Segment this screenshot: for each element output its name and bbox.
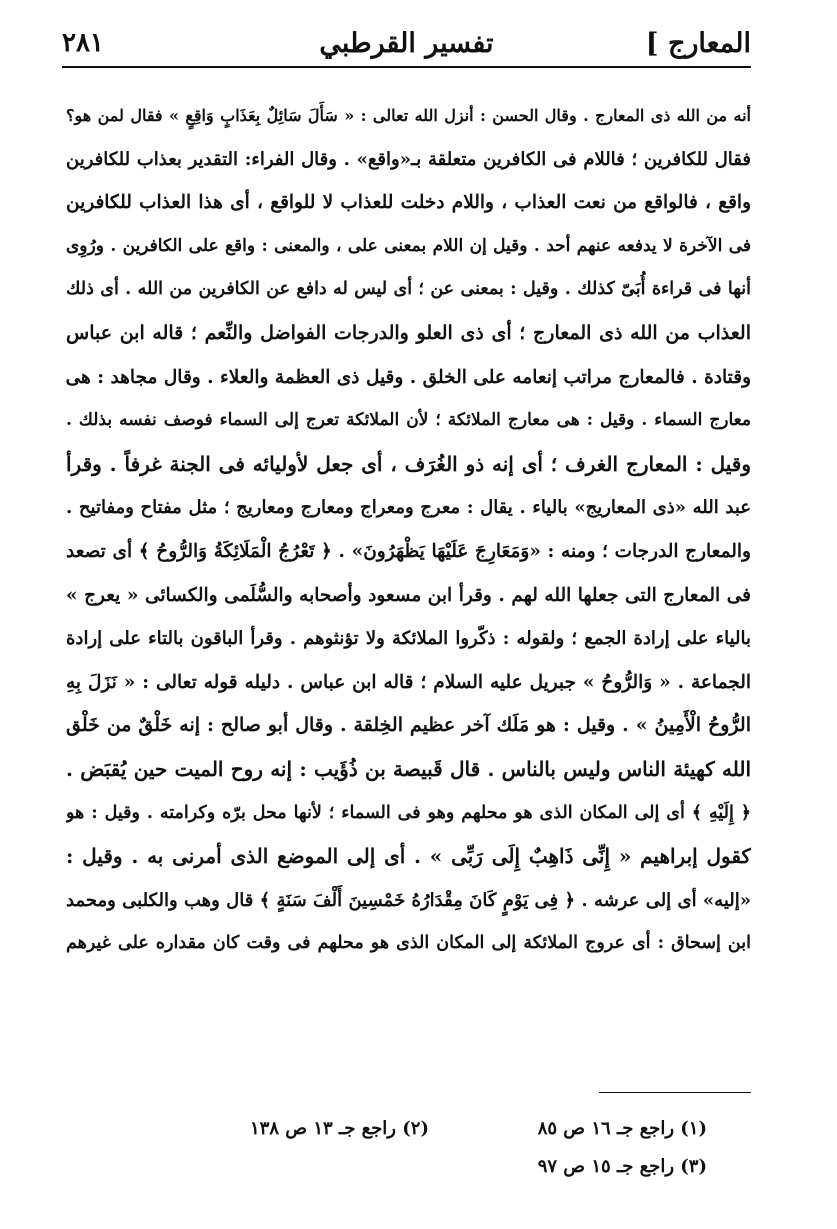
text-line: ابن إسحاق : أى عروج الملائكة إلى المكان الذى هو محلهم فى وقت كان مقداره على غيرهم (66, 933, 751, 954)
footnote-divider (599, 1092, 751, 1093)
text-line: فى المعارج التى جعلها الله لهم . وقرأ ابن مسعود وأصحابه والسُّلَمى والكسائى « يعرج » (66, 584, 751, 606)
book-title: تفسير القرطبي (319, 28, 494, 59)
footnote-3: (٣) راجع جـ ١٥ ص ٩٧ (537, 1156, 707, 1177)
footnotes (250, 1110, 707, 1190)
text-line: واقع ، فالواقع من نعت العذاب ، واللام دخلت للعذاب لا للواقع ، أى هذا العذاب للكافرين (66, 192, 751, 214)
text-line: الله كهيئة الناس وليس بالناس . قال قَبيصة بن ذُؤَيب : إنه روح الميت حين يُقبَض . (66, 756, 751, 781)
text-line: عبد الله «ذى المعاريج» بالياء . يقال : معرج ومعراج ومعارج ومعاريج ؛ مثل مفتاح ومفاتيح . (66, 497, 751, 519)
footnote-2: (٢) راجع جـ ١٣ ص ١٣٨ (250, 1118, 429, 1139)
text-line: فى الآخرة لا يدفعه عنهم أحد . وقيل إن اللام بمعنى على ، والمعنى : واقع على الكافرين . ورُوِى (66, 235, 751, 256)
text-line: كقول إبراهيم « إِنِّى ذَاهِبٌ إِلَى رَبِّى » . أى إلى الموضع الذى أمرنى به . وقيل : (66, 844, 751, 869)
text-line: فقال للكافرين ؛ فاللام فى الكافرين متعلقة بـ«واقع» . وقال الفراء: التقدير بعذاب للكافرين (66, 148, 751, 170)
page-number: ٢٨١ (62, 28, 104, 58)
text-line: الرُّوحُ الْأَمِينُ » . وقيل : هو مَلَك آخر عظيم الخِلقة . وقال أبو صالح : إنه خَلْقٌ من خَلْق (66, 714, 751, 737)
text-line: «إليه» أى إلى عرشه . ﴿ فِى يَوْمٍ كَانَ مِقْدَارُهُ خَمْسِينَ أَلْفَ سَنَةٍ ﴾ قال وهب والكلبى ومحمد (66, 889, 751, 911)
footnote-1: (١) راجع جـ ١٦ ص ٨٥ (537, 1118, 707, 1139)
text-line: الجماعة . « وَالرُّوحُ » جبريل عليه السلام ؛ قاله ابن عباس . دليله قوله تعالى : « نَزَلَ بِهِ (66, 671, 751, 693)
chapter-label: المعارج ] (645, 28, 751, 59)
text-line: والمعارج الدرجات ؛ ومنه : «وَمَعَارِجَ عَلَيْهَا يَظْهَرُونَ» . ﴿ تَعْرُجُ الْمَلَائِكَةُ وَالرُّوحُ ﴾ أى تصعد (66, 540, 751, 562)
text-line: العذاب من الله ذى المعارج ؛ أى ذى العلو والدرجات الفواضل والنِّعم ؛ قاله ابن عباس (66, 321, 751, 344)
text-line: بالياء على إرادة الجمع ؛ ولقوله : ذكّروا الملائكة ولا تؤنثوهم . وقرأ الباقون بالتاء على إرادة (66, 628, 751, 650)
body-text (66, 94, 751, 1074)
text-line: أنها فى قراءة أُبَىّ كذلك . وقيل : بمعنى عن ؛ أى ليس له دافع عن الكافرين من الله . أى ذلك (66, 279, 751, 300)
text-line: وقتادة . فالمعارج مراتب إنعامه على الخلق . وقيل ذى العظمة والعلاء . وقال مجاهد : هى (66, 366, 751, 388)
text-line: معارج السماء . وقيل : هى معارج الملائكة ؛ لأن الملائكة تعرج إلى السماء فوصف نفسه بذلك . (66, 410, 751, 431)
text-line: وقيل : المعارج الغرف ؛ أى إنه ذو الغُرَف ، أى جعل لأوليائه فى الجنة غرفاً . وقرأ (66, 451, 751, 476)
page-header (62, 16, 751, 68)
footnote-row (250, 1148, 707, 1186)
footnote-row (250, 1110, 707, 1148)
text-line: ﴿ إِلَيْهِ ﴾ أى إلى المكان الذى هو محلهم وهو فى السماء ؛ لأنها محل برّه وكرامته . وقيل : هو (66, 802, 751, 823)
text-line: أنه من الله ذى المعارج . وقال الحسن : أنزل الله تعالى : « سَأَلَ سَائِلٌ بِعَذَابٍ وَاقِعٍ » فقال لمن هو؟ (66, 106, 751, 125)
